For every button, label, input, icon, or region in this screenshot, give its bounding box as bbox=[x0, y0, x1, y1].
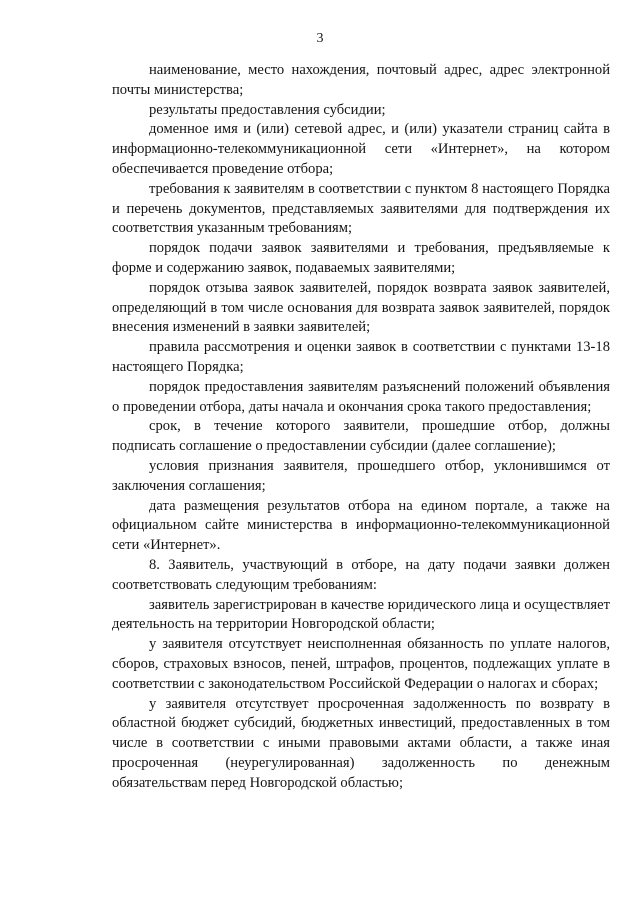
paragraph: порядок предоставления заявителям разъяснений положений объявления о проведении отбора, даты начала и окончания срока такого предоставления; bbox=[112, 378, 610, 415]
page-number: 3 bbox=[316, 31, 324, 46]
paragraph: у заявителя отсутствует неисполненная обязанность по уплате налогов, сборов, страховых взносов, пеней, штрафов, процентов, подлежащих уплате в соответствии с законодательством Российской Федерации о налогах и сборах; bbox=[112, 636, 610, 692]
paragraph: наименование, место нахождения, почтовый адрес, адрес электронной почты министерства; bbox=[112, 62, 610, 98]
paragraph: срок, в течение которого заявители, прошедшие отбор, должны подписать соглашение о предоставлении субсидии (далее соглашение); bbox=[112, 418, 610, 455]
paragraph: порядок отзыва заявок заявителей, порядок возврата заявок заявителей, определяющий в том числе основания для возврата заявок заявителей, порядок внесения изменений в заявки заявителей; bbox=[112, 279, 610, 336]
paragraph: требования к заявителям в соответствии с пунктом 8 настоящего Порядка и перечень документов, представляемых заявителями для подтверждения их соответствия указанным требованиям; bbox=[112, 180, 610, 237]
paragraph: дата размещения результатов отбора на едином портале, а также на официальном сайте министерства в информационно-телекоммуникационной сети «Интернет». bbox=[112, 497, 610, 554]
paragraph: результаты предоставления субсидии; bbox=[149, 101, 386, 118]
paragraph: условия признания заявителя, прошедшего отбор, уклонившимся от заключения соглашения; bbox=[112, 457, 610, 494]
paragraph: порядок подачи заявок заявителями и требования, предъявляемые к форме и содержанию заявок, подаваемых заявителями; bbox=[112, 240, 610, 276]
paragraph: доменное имя и (или) сетевой адрес, и (или) указатели страниц сайта в информационно-телекоммуникационной сети «Интернет», на котором обеспечивается проведение отбора; bbox=[112, 121, 610, 177]
document-body bbox=[112, 61, 610, 793]
paragraph: у заявителя отсутствует просроченная задолженность по возврату в областной бюджет субсидий, бюджетных инвестиций, предоставленных в том числе в соответствии с иными правовыми актами области, а также иная просроченная (неурегулированная) задолженность по денежным обязательствам перед Новгородской областью; bbox=[112, 695, 610, 791]
paragraph: 8. Заявитель, участвующий в отборе, на дату подачи заявки должен соответствовать следующим требованиям: bbox=[112, 556, 610, 593]
paragraph: правила рассмотрения и оценки заявок в соответствии с пунктами 13-18 настоящего Порядка; bbox=[112, 339, 610, 375]
paragraph: заявитель зарегистрирован в качестве юридического лица и осуществляет деятельность на территории Новгородской области; bbox=[112, 596, 610, 633]
